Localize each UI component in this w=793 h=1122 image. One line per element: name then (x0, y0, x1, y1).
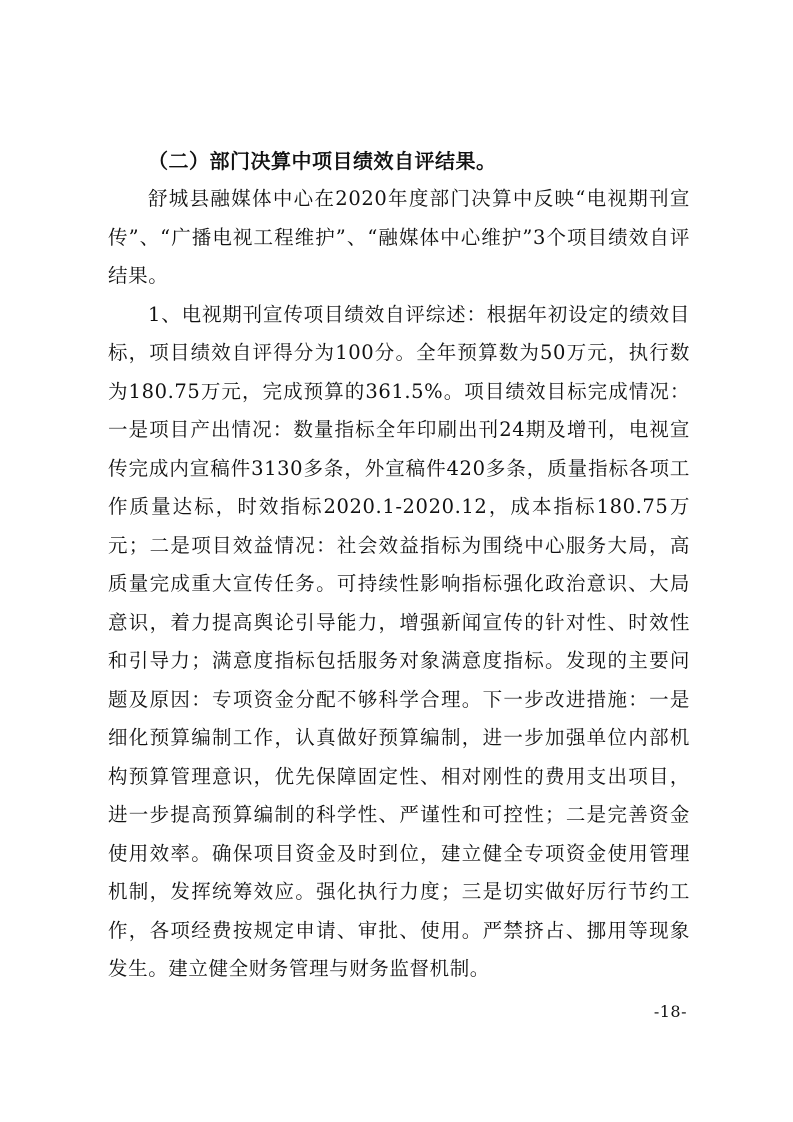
page-number: -18- (653, 1002, 687, 1021)
section-heading: （二）部门决算中项目绩效自评结果。 (148, 149, 497, 173)
intro-paragraph: 舒城县融媒体中心在2020年度部门决算中反映“电视期刊宣传”、“广播电视工程维护”、“融媒体中心维护”3个项目绩效自评结果。 (108, 187, 690, 287)
project-summary-paragraph: 1、电视期刊宣传项目绩效自评综述：根据年初设定的绩效目标，项目绩效自评得分为100分。全年预算数为50万元，执行数为180.75万元，完成预算的361.5%。项目绩效目标完成情况：一是项目产出情况：数量指标全年印刷出刊24期及增刊，电视宣传完成内宣稿件3130多条，外宣稿件420多条，质量指标各项工作质量达标，时效指标2020.1-2020.12，成本指标180.75万元；二是项目效益情况：社会效益指标为围绕中心服务大局，高质量完成重大宣传任务。可持续性影响指标强化政治意识、大局意识，着力提高舆论引导能力，增强新闻宣传的针对性、时效性和引导力；满意度指标包括服务对象满意度指标。发现的主要问题及原因：专项资金分配不够科学合理。下一步改进措施：一是细化预算编制工作，认真做好预算编制，进一步加强单位内部机构预算管理意识，优先保障固定性、相对刚性的费用支出项目，进一步提高预算编制的科学性、严谨性和可控性；二是完善资金使用效率。确保项目资金及时到位，建立健全专项资金使用管理机制，发挥统筹效应。强化执行力度；三是切实做好厉行节约工作，各项经费按规定申请、审批、使用。严禁挤占、挪用等现象发生。建立健全财务管理与财务监督机制。 (108, 302, 690, 980)
document-body (108, 142, 690, 989)
